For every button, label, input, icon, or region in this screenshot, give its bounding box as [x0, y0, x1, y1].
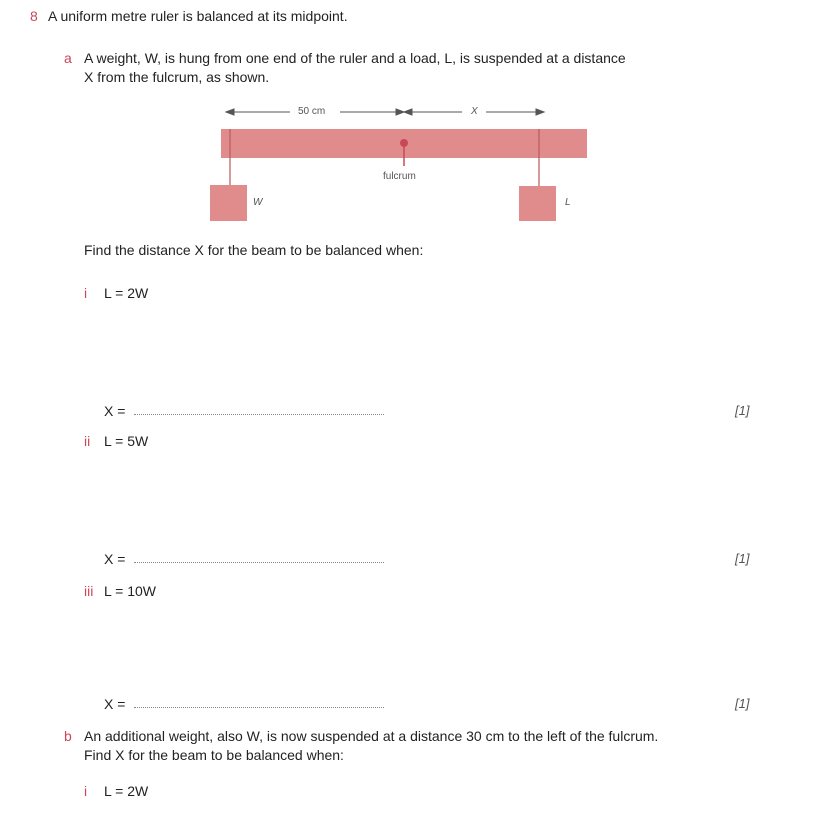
- weight-block: [210, 185, 247, 221]
- dim-right-label: X: [471, 106, 478, 117]
- beam-diagram: [0, 0, 826, 240]
- part-a-line1: A weight, W, is hung from one end of the ruler and a load, L, is suspended at a distance: [84, 50, 626, 66]
- dim-right-arrow-start: [404, 109, 412, 115]
- dim-left-arrow-start: [226, 109, 234, 115]
- dim-right-arrow-end: [536, 109, 544, 115]
- subpart-i-label: i: [84, 285, 88, 301]
- part-b-subpart-i-label: i: [84, 783, 88, 799]
- subpart-iii-label: iii: [84, 583, 94, 599]
- part-b-line2: Find X for the beam to be balanced when:: [84, 747, 344, 763]
- part-b-line1: An additional weight, also W, is now suspended at a distance 30 cm to the left of the fulcrum.: [84, 728, 659, 744]
- answer-prefix-i: X =: [104, 403, 126, 419]
- marks-ii: [1]: [735, 551, 750, 566]
- answer-line-ii[interactable]: [134, 562, 384, 563]
- answer-prefix-ii: X =: [104, 551, 126, 567]
- question-number: 8: [30, 8, 38, 24]
- part-a-line2: X from the fulcrum, as shown.: [84, 69, 270, 85]
- answer-prefix-iii: X =: [104, 696, 126, 712]
- part-b-subpart-i-condition: L = 2W: [104, 783, 149, 799]
- fulcrum-label: fulcrum: [383, 171, 416, 182]
- part-b-label: b: [64, 728, 72, 744]
- subpart-i-condition: L = 2W: [104, 285, 149, 301]
- marks-iii: [1]: [735, 696, 750, 711]
- dimension-arrows: [226, 109, 544, 115]
- answer-line-iii[interactable]: [134, 707, 384, 708]
- subpart-iii-condition: L = 10W: [104, 583, 157, 599]
- dim-left-label: 50 cm: [298, 106, 326, 117]
- subpart-ii-label: ii: [84, 433, 91, 449]
- part-a-instruction: Find the distance X for the beam to be balanced when:: [84, 242, 424, 258]
- part-a-label: a: [64, 50, 72, 66]
- marks-i: [1]: [735, 403, 750, 418]
- question-stem: A uniform metre ruler is balanced at its midpoint.: [48, 8, 348, 24]
- load-block: [519, 186, 556, 221]
- answer-line-i[interactable]: [134, 414, 384, 415]
- fulcrum-pivot: [400, 139, 408, 147]
- load-label: L: [565, 197, 571, 208]
- weight-label: W: [253, 197, 263, 208]
- subpart-ii-condition: L = 5W: [104, 433, 149, 449]
